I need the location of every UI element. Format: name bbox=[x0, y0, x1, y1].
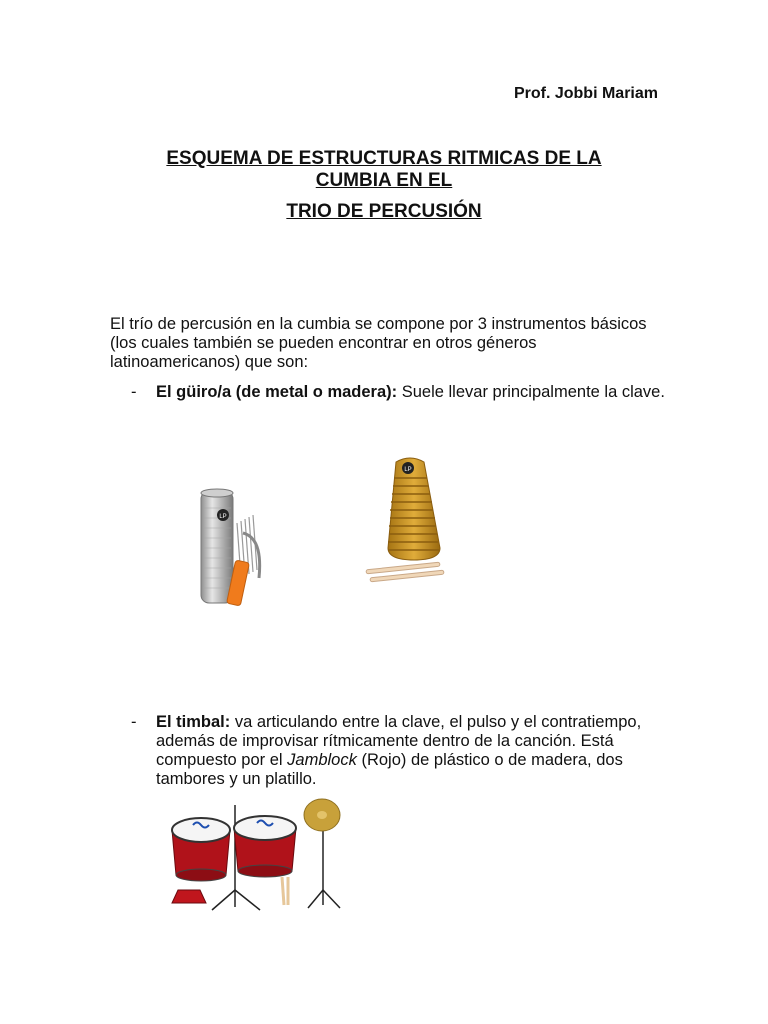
timbal-set-image bbox=[160, 795, 360, 915]
title-line-2: CUMBIA EN EL bbox=[315, 170, 453, 191]
list-item-content bbox=[156, 383, 671, 402]
list-bullet: - bbox=[131, 383, 137, 401]
item-description-italic: Jamblock bbox=[287, 751, 357, 769]
author-name: Prof. Jobbi Mariam bbox=[513, 85, 658, 102]
item-term: El timbal: bbox=[156, 713, 231, 731]
document-title bbox=[0, 148, 768, 192]
intro-paragraph: El trío de percusión en la cumbia se compone por 3 instrumentos básicos (los cuales también se pueden encontrar en otros géneros latinoamericanos) que son: bbox=[110, 315, 647, 371]
metal-guiro-logo: LP bbox=[219, 514, 227, 520]
item-description: va articulando entre la clave, el pulso y el contratiempo, además de improvisar rítmicamente dentro de la canción. Está compuesto por el bbox=[156, 713, 642, 769]
document-subtitle bbox=[0, 201, 768, 223]
title-line-1: ESQUEMA DE ESTRUCTURAS RITMICAS DE LA bbox=[166, 148, 602, 169]
item-term: El güiro/a (de metal o madera): bbox=[156, 383, 398, 401]
item-description: Suele llevar principalmente la clave. bbox=[397, 383, 665, 401]
wood-guiro-image bbox=[360, 448, 485, 598]
list-item-timbal bbox=[131, 713, 671, 789]
item-description-end: (Rojo) de plástico o de madera, dos tambores y un platillo. bbox=[156, 751, 623, 788]
list-bullet: - bbox=[131, 713, 137, 731]
title-line-3: TRIO DE PERCUSIÓN bbox=[286, 201, 482, 222]
list-item-guiro bbox=[131, 383, 671, 402]
metal-guiro-image bbox=[163, 483, 298, 618]
wood-guiro-logo: LP bbox=[404, 467, 412, 473]
list-item-content bbox=[156, 713, 671, 789]
